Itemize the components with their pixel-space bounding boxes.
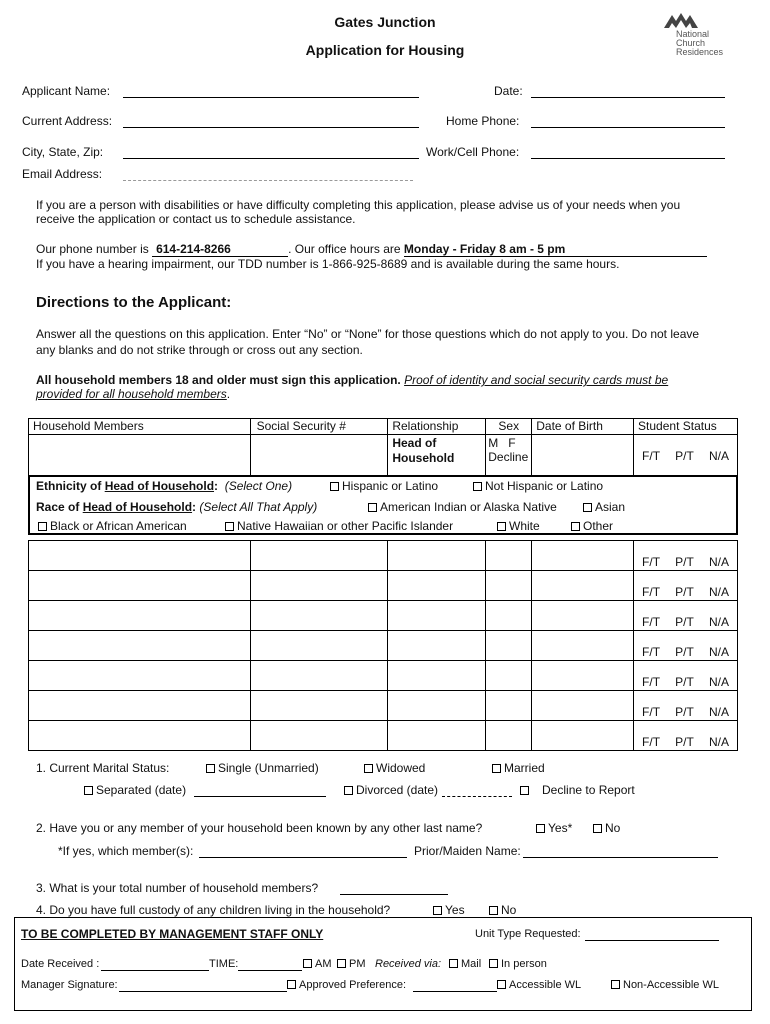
race-head: Head of Household <box>82 500 193 514</box>
phone-number: 614-214-8266 <box>152 242 288 257</box>
sex-cell[interactable] <box>486 601 532 631</box>
head-of-household-label: Head of Household <box>388 435 486 477</box>
q2-prior-name-label: Prior/Maiden Name: <box>414 844 521 858</box>
sex-cell[interactable] <box>486 691 532 721</box>
checkbox[interactable] <box>497 980 506 989</box>
approved-preference-field[interactable] <box>413 991 497 992</box>
ethnicity-head: Head of Household <box>104 479 215 493</box>
table-row <box>29 601 738 631</box>
member-name-cell[interactable] <box>29 435 251 477</box>
marital-decline-option[interactable]: Decline to Report <box>520 783 635 797</box>
member-name-cell[interactable] <box>29 571 251 601</box>
student-status-cell[interactable]: F/T P/T N/A <box>634 691 738 721</box>
email-address-label: Email Address: <box>22 167 103 181</box>
table-row <box>29 631 738 661</box>
logo-line-2: Church <box>676 38 706 48</box>
mail-option[interactable]: Mail <box>449 958 481 970</box>
relationship-cell[interactable] <box>388 691 486 721</box>
checkbox[interactable] <box>337 959 346 968</box>
col-ssn: Social Security # <box>250 419 388 435</box>
race-prefix: Race of <box>36 500 80 514</box>
ssn-cell[interactable] <box>250 435 388 477</box>
col-relationship: Relationship <box>388 419 486 435</box>
logo-line-3: Residences <box>676 47 724 57</box>
member-name-cell[interactable] <box>29 631 251 661</box>
ethnicity-race-box <box>28 475 738 535</box>
am-option[interactable]: AM <box>303 958 332 970</box>
q3-label: 3. What is your total number of household members? <box>36 881 319 895</box>
received-via-label: Received via: <box>375 958 442 970</box>
q2-yes-option[interactable]: Yes* <box>536 821 572 835</box>
checkbox[interactable] <box>497 522 506 531</box>
sex-cell[interactable] <box>486 541 532 571</box>
work-cell-phone-label: Work/Cell Phone: <box>426 145 520 159</box>
applicant-name-label: Applicant Name: <box>22 84 111 98</box>
notice-line-1: If you are a person with disabilities or have difficulty completing this application, please advise us of your needs when you <box>36 198 681 212</box>
ssn-cell[interactable] <box>250 691 388 721</box>
current-address-label: Current Address: <box>22 114 113 128</box>
checkbox[interactable] <box>473 482 482 491</box>
checkbox[interactable] <box>225 522 234 531</box>
student-status-cell[interactable]: F/T P/T N/A <box>634 571 738 601</box>
dob-cell[interactable] <box>532 435 634 477</box>
member-name-cell[interactable] <box>29 721 251 751</box>
pm-option[interactable]: PM <box>337 958 366 970</box>
separated-date-field[interactable] <box>194 796 326 797</box>
notice-line-2: receive the application or contact us to schedule assistance. <box>36 212 356 226</box>
logo-mountains-icon <box>664 12 700 28</box>
sign-requirement <box>36 373 668 387</box>
race-label: Race of Head of Household: (Select All That Apply) <box>36 500 318 514</box>
race-select-all: (Select All That Apply) <box>199 500 318 514</box>
phone-line <box>36 242 707 257</box>
email-address-field[interactable] <box>123 180 413 181</box>
col-dob: Date of Birth <box>532 419 634 435</box>
race-black-option[interactable]: Black or African American <box>38 519 187 533</box>
table-row <box>29 541 738 571</box>
member-name-cell[interactable] <box>29 541 251 571</box>
directions-line-1: Answer all the questions on this application. Enter “No” or “None” for those questions which do not apply to you. Do not leave <box>36 327 700 341</box>
non-accessible-wl-option[interactable]: Non-Accessible WL <box>611 979 719 991</box>
relationship-cell[interactable] <box>388 541 486 571</box>
relationship-cell[interactable] <box>388 721 486 751</box>
time-field[interactable] <box>238 970 302 971</box>
ssn-cell[interactable] <box>250 721 388 751</box>
checkbox[interactable] <box>84 786 93 795</box>
logo <box>662 12 732 64</box>
manager-signature-field[interactable] <box>119 991 287 992</box>
sex-cell[interactable] <box>486 571 532 601</box>
member-name-cell[interactable] <box>29 661 251 691</box>
ssn-cell[interactable] <box>250 571 388 601</box>
date-received-field[interactable] <box>101 970 209 971</box>
sex-m[interactable]: M <box>488 436 499 450</box>
student-status-cell[interactable]: F/T P/T N/A <box>634 541 738 571</box>
member-name-cell[interactable] <box>29 601 251 631</box>
checkbox[interactable] <box>368 503 377 512</box>
race-asian-option[interactable]: Asian <box>583 500 625 514</box>
checkbox[interactable] <box>593 824 602 833</box>
sex-cell[interactable] <box>486 435 532 477</box>
date-field[interactable] <box>531 97 725 98</box>
relationship-cell[interactable] <box>388 601 486 631</box>
checkbox[interactable] <box>492 764 501 773</box>
dob-cell[interactable] <box>532 541 634 571</box>
student-status-cell[interactable]: F/T P/T N/A <box>634 631 738 661</box>
dob-cell[interactable] <box>532 691 634 721</box>
q2-followup-label: *If yes, which member(s): <box>58 844 194 858</box>
ethnicity-not-hispanic-option[interactable]: Not Hispanic or Latino <box>473 479 603 493</box>
home-phone-field[interactable] <box>531 127 725 128</box>
date-received-label: Date Received : <box>21 958 100 970</box>
checkbox[interactable] <box>489 959 498 968</box>
sex-cell[interactable] <box>486 721 532 751</box>
accessible-wl-option[interactable]: Accessible WL <box>497 979 581 991</box>
race-american-indian-option[interactable]: American Indian or Alaska Native <box>368 500 557 514</box>
race-white-option[interactable]: White <box>497 519 540 533</box>
checkbox[interactable] <box>583 503 592 512</box>
checkbox[interactable] <box>489 906 498 915</box>
col-sex: Sex <box>486 419 532 435</box>
phone-prefix: Our phone number is <box>36 242 149 256</box>
q4-label: 4. Do you have full custody of any children living in the household? <box>36 903 391 917</box>
dob-cell[interactable] <box>532 661 634 691</box>
checkbox[interactable] <box>303 959 312 968</box>
ssn-cell[interactable] <box>250 631 388 661</box>
directions-heading: Directions to the Applicant: <box>36 294 232 311</box>
student-pt[interactable]: P/T <box>675 448 694 463</box>
city-state-zip-field[interactable] <box>123 158 419 159</box>
sex-decline[interactable]: Decline <box>488 450 529 464</box>
work-cell-phone-field[interactable] <box>531 158 725 159</box>
marital-widowed-option[interactable]: Widowed <box>364 761 425 775</box>
checkbox[interactable] <box>330 482 339 491</box>
form-title: Gates Junction <box>334 14 436 30</box>
table-header-row <box>29 419 738 435</box>
relationship-cell[interactable] <box>388 571 486 601</box>
marital-separated-option[interactable]: Separated (date) <box>84 783 186 797</box>
member-name-cell[interactable] <box>29 691 251 721</box>
ssn-cell[interactable] <box>250 541 388 571</box>
tdd-line: If you have a hearing impairment, our TDD number is 1-866-925-8689 and is available during the same hours. <box>36 257 620 271</box>
proof-requirement-1: Proof of identity and social security cards must be <box>404 373 669 387</box>
checkbox[interactable] <box>520 786 529 795</box>
student-status-cell[interactable]: F/T P/T N/A <box>634 661 738 691</box>
q2-prior-name-field[interactable] <box>523 857 718 858</box>
management-heading: TO BE COMPLETED BY MANAGEMENT STAFF ONLY <box>21 927 324 941</box>
relationship-cell[interactable] <box>388 661 486 691</box>
sex-f[interactable]: F <box>508 436 516 450</box>
directions-line-2: any blanks and do not strike through or cross out any section. <box>36 343 363 357</box>
table-row <box>29 691 738 721</box>
marital-married-option[interactable]: Married <box>492 761 545 775</box>
hours-prefix: . Our office hours are <box>288 242 401 256</box>
col-household-members: Household Members <box>29 419 251 435</box>
proof-requirement-line-2: provided for all household members. <box>36 387 231 401</box>
dob-cell[interactable] <box>532 601 634 631</box>
ethnicity-select-one: (Select One) <box>224 479 293 493</box>
dob-cell[interactable] <box>532 721 634 751</box>
in-person-option[interactable]: In person <box>489 958 547 970</box>
date-label: Date: <box>494 84 523 98</box>
student-status-cell[interactable]: F/T P/T N/A <box>634 721 738 751</box>
table-row <box>29 661 738 691</box>
q1-label: 1. Current Marital Status: <box>36 761 170 775</box>
household-table <box>28 418 738 751</box>
table-row <box>29 721 738 751</box>
student-na[interactable]: N/A <box>708 448 729 463</box>
checkbox[interactable] <box>364 764 373 773</box>
student-status-cell[interactable] <box>634 435 738 477</box>
col-student-status: Student Status <box>634 419 738 435</box>
city-state-zip-label: City, State, Zip: <box>22 145 104 159</box>
time-label: TIME: <box>209 958 239 970</box>
proof-requirement-2: provided for all household members <box>36 387 227 401</box>
checkbox[interactable] <box>38 522 47 531</box>
dob-cell[interactable] <box>532 571 634 601</box>
home-phone-label: Home Phone: <box>446 114 520 128</box>
form-subtitle: Application for Housing <box>305 42 465 58</box>
approved-preference-option[interactable]: Approved Preference: <box>287 979 406 991</box>
divorced-date-field[interactable] <box>442 796 512 797</box>
q4-no-option[interactable]: No <box>489 903 516 917</box>
table-row <box>29 435 738 477</box>
checkbox[interactable] <box>344 786 353 795</box>
q2-no-option[interactable]: No <box>593 821 620 835</box>
checkbox[interactable] <box>206 764 215 773</box>
q3-household-count-field[interactable] <box>340 894 448 895</box>
current-address-field[interactable] <box>123 127 419 128</box>
ssn-cell[interactable] <box>250 661 388 691</box>
marital-divorced-option[interactable]: Divorced (date) <box>344 783 438 797</box>
q4-yes-option[interactable]: Yes <box>433 903 465 917</box>
sign-requirement-bold: All household members 18 and older must sign this application. <box>36 373 401 387</box>
student-ft[interactable]: F/T <box>642 448 661 463</box>
student-status-cell[interactable]: F/T P/T N/A <box>634 601 738 631</box>
dob-cell[interactable] <box>532 631 634 661</box>
manager-signature-label: Manager Signature: <box>21 979 118 991</box>
q2-label: 2. Have you or any member of your household been known by any other last name? <box>36 821 483 835</box>
checkbox[interactable] <box>611 980 620 989</box>
race-other-option[interactable]: Other <box>571 519 613 533</box>
unit-type-label: Unit Type Requested: <box>475 928 581 940</box>
ssn-cell[interactable] <box>250 601 388 631</box>
ethnicity-prefix: Ethnicity of <box>36 479 102 493</box>
ethnicity-label: Ethnicity of Head of Household: (Select One) <box>36 479 293 493</box>
management-section <box>14 917 752 1011</box>
checkbox[interactable] <box>449 959 458 968</box>
relationship-cell[interactable] <box>388 631 486 661</box>
sex-cell[interactable] <box>486 661 532 691</box>
unit-type-field[interactable] <box>585 940 719 941</box>
logo-line-1: National <box>676 29 710 39</box>
race-pacific-islander-option[interactable]: Native Hawaiian or other Pacific Islander <box>225 519 453 533</box>
marital-single-option[interactable]: Single (Unmarried) <box>206 761 319 775</box>
applicant-name-field[interactable] <box>123 97 419 98</box>
sex-cell[interactable] <box>486 631 532 661</box>
checkbox[interactable] <box>571 522 580 531</box>
checkbox[interactable] <box>433 906 442 915</box>
table-row <box>29 571 738 601</box>
checkbox[interactable] <box>536 824 545 833</box>
ethnicity-hispanic-option[interactable]: Hispanic or Latino <box>330 479 438 493</box>
checkbox[interactable] <box>287 980 296 989</box>
q2-member-field[interactable] <box>199 857 407 858</box>
office-hours: Monday - Friday 8 am - 5 pm <box>404 242 707 257</box>
